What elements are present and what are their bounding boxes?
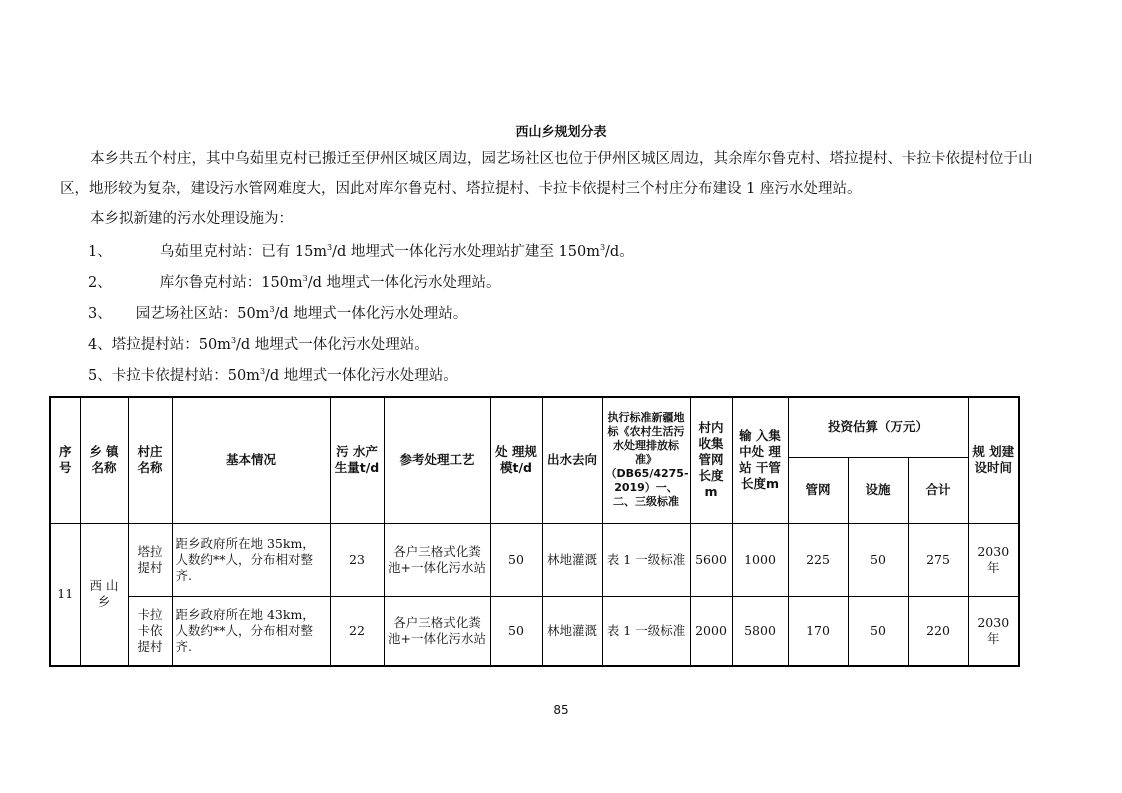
cell-outlet: 林地灌溉	[542, 596, 602, 666]
page-number: 85	[553, 703, 569, 717]
superscript: 3	[302, 274, 308, 284]
cell-town: 西 山乡	[80, 523, 128, 666]
measure-name: 库尔鲁克村站：150m	[159, 275, 303, 291]
measure-tail: /d 地埋式一体化污水处理站。	[265, 368, 458, 384]
header-seq: 序号	[50, 397, 80, 523]
measure-num: 5、	[88, 368, 112, 384]
measure-name: 园艺场社区站：50m	[135, 306, 270, 322]
header-invest: 投资估算（万元）	[788, 397, 968, 457]
header-trunk-pipe: 输 入集 中处 理站 干管 长度m	[732, 397, 788, 523]
cell-outlet: 林地灌溉	[542, 523, 602, 596]
cell-inner-pipe: 2000	[690, 596, 732, 666]
measure-name: 塔拉提村站：50m	[111, 337, 231, 353]
cell-sewage: 23	[330, 523, 384, 596]
measure-name: 乌茹里克村站：已有 15m	[159, 244, 328, 260]
cell-process: 各户三格式化粪池+一体化污水站	[384, 596, 490, 666]
header-inner-pipe: 村内收集管网长度m	[690, 397, 732, 523]
header-invest-total: 合计	[908, 457, 968, 523]
superscript: 3	[599, 243, 606, 253]
cell-invest-net: 170	[788, 596, 848, 666]
cell-invest-facility: 50	[848, 596, 908, 666]
measure-item-4	[88, 333, 429, 354]
measure-tail: /d 地埋式一体化污水处理站。	[307, 275, 501, 291]
header-invest-facility: 设施	[848, 457, 908, 523]
table-header-row	[50, 397, 1019, 457]
page-title: 西山乡规划分表	[515, 125, 607, 140]
header-town: 乡 镇名称	[80, 397, 128, 523]
cell-plan-time: 2030年	[968, 523, 1019, 596]
measure-tail: /d 地埋式一体化污水处理站扩建至 150m	[332, 244, 600, 260]
table-row	[50, 596, 1019, 666]
measure-num: 2、	[88, 275, 112, 291]
superscript: 3	[259, 367, 266, 377]
cell-basic: 距乡政府所在地 35km，人数约**人，分布相对整齐.	[172, 523, 330, 596]
intro-paragraph	[60, 144, 1060, 234]
header-basic: 基本情况	[172, 397, 330, 523]
cell-inner-pipe: 5600	[690, 523, 732, 596]
measure-tail: /d。	[605, 244, 634, 260]
cell-scale: 50	[490, 523, 542, 596]
measure-num: 1、	[88, 244, 112, 260]
measure-item-5	[88, 364, 458, 385]
cell-trunk-pipe: 1000	[732, 523, 788, 596]
header-outlet: 出水去向	[542, 397, 602, 523]
header-village: 村庄名称	[128, 397, 172, 523]
cell-invest-total: 220	[908, 596, 968, 666]
intro-text: 本乡共五个村庄，其中乌茹里克村已搬迁至伊州区城区周边，园艺场社区也位于伊州区城区周边，其余库尔鲁克村、塔拉提村、卡拉卡依提村位于山区，地形较为复杂，建设污水管网难度大，因此对库尔鲁克村、塔拉提村、卡拉卡依提村三个村庄分布建设 1 座污水处理站。	[60, 151, 1033, 197]
cell-invest-total: 275	[908, 523, 968, 596]
cell-basic: 距乡政府所在地 43km，人数约**人，分布相对整齐.	[172, 596, 330, 666]
cell-plan-time: 2030年	[968, 596, 1019, 666]
measure-item-1	[88, 240, 634, 261]
cell-village: 塔拉提村	[128, 523, 172, 596]
cell-sewage: 22	[330, 596, 384, 666]
cell-seq: 11	[50, 523, 80, 666]
cell-invest-facility: 50	[848, 523, 908, 596]
superscript: 3	[327, 243, 333, 253]
cell-village: 卡拉卡依提村	[128, 596, 172, 666]
measure-item-3	[88, 302, 467, 323]
superscript: 3	[269, 305, 275, 315]
header-invest-net: 管网	[788, 457, 848, 523]
header-standard: 执行标准新疆地标《农村生活污水处理排放标准》（DB65/4275-2019）一、二、三级标准	[602, 397, 690, 523]
measure-tail: /d 地埋式一体化污水处理站。	[274, 306, 468, 322]
measure-name: 卡拉卡依提村站：50m	[111, 368, 260, 384]
table-row	[50, 523, 1019, 596]
cell-invest-net: 225	[788, 523, 848, 596]
measure-item-2	[88, 271, 501, 292]
header-scale: 处 理规 模t/d	[490, 397, 542, 523]
cell-standard: 表 1 一级标准	[602, 596, 690, 666]
header-plan-time: 规 划建 设时间	[968, 397, 1019, 523]
plan-table	[49, 396, 1020, 667]
measure-num: 3、	[88, 306, 112, 322]
cell-trunk-pipe: 5800	[732, 596, 788, 666]
measures-intro: 本乡拟新建的污水处理设施为：	[90, 211, 293, 227]
header-process: 参考处理工艺	[384, 397, 490, 523]
cell-standard: 表 1 一级标准	[602, 523, 690, 596]
superscript: 3	[230, 336, 237, 346]
cell-process: 各户三格式化粪池+一体化污水站	[384, 523, 490, 596]
cell-scale: 50	[490, 596, 542, 666]
header-sewage: 污 水产 生量t/d	[330, 397, 384, 523]
measure-tail: /d 地埋式一体化污水处理站。	[236, 337, 429, 353]
measure-num: 4、	[88, 337, 112, 353]
